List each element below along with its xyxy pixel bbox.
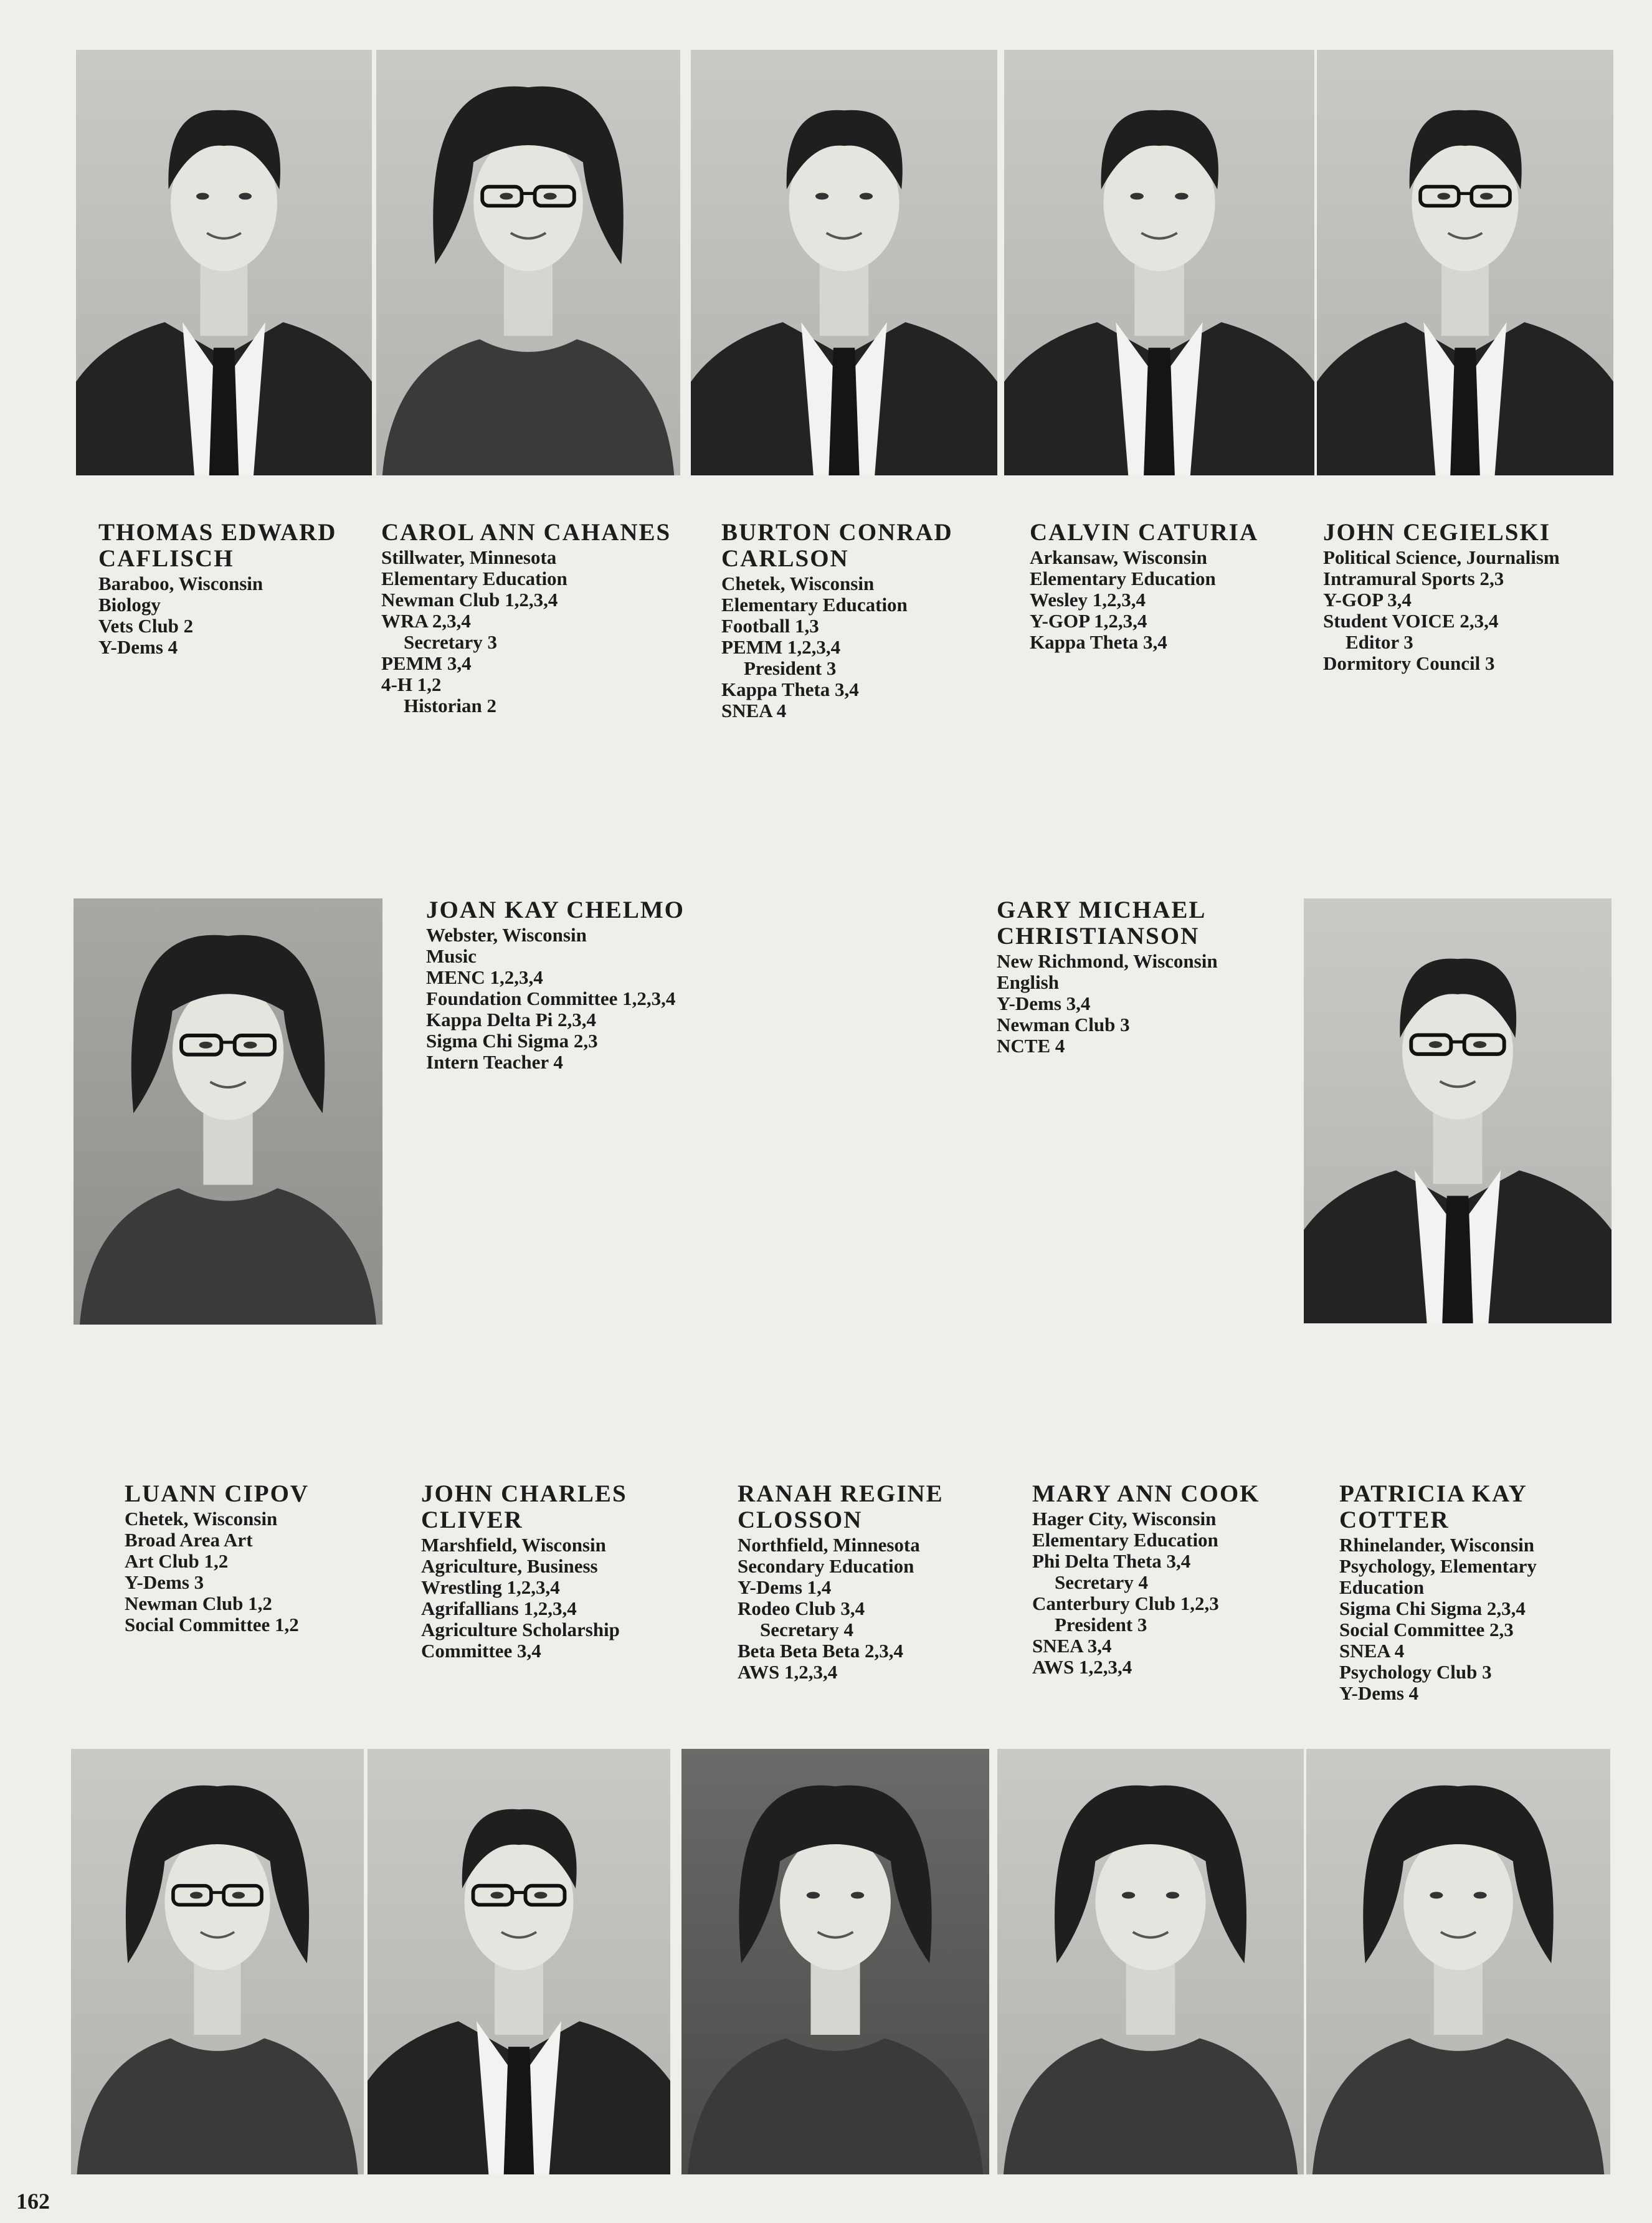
bio-line: Chetek, Wisconsin	[721, 573, 875, 594]
bio-line: Y-Dems 3	[125, 1571, 204, 1593]
student-name-line: RANAH REGINE	[738, 1480, 944, 1507]
bio-line: Elementary Education	[1030, 568, 1216, 589]
student-photo	[1004, 50, 1314, 475]
student-photo	[1306, 1749, 1610, 2174]
bio-line: President 3	[1055, 1614, 1147, 1635]
student-name-line: GARY MICHAEL	[997, 897, 1207, 923]
student-name	[421, 1481, 627, 1533]
bio-line: Marshfield, Wisconsin	[421, 1534, 606, 1556]
bio-line: Wesley 1,2,3,4	[1030, 589, 1146, 611]
student-bio	[421, 1481, 627, 1662]
bio-line: Y-Dems 3,4	[997, 992, 1091, 1014]
bio-line: Vets Club 2	[98, 615, 194, 637]
student-name	[1339, 1481, 1537, 1533]
bio-line: Agriculture Scholarship	[421, 1619, 620, 1640]
student-bio	[738, 1481, 944, 1683]
bio-line: Stillwater, Minnesota	[381, 546, 557, 568]
student-bio	[1032, 1481, 1260, 1678]
student-name-line: CAFLISCH	[98, 545, 234, 572]
bio-line: Y-GOP 1,2,3,4	[1030, 610, 1147, 632]
bio-line: Intramural Sports 2,3	[1323, 568, 1504, 589]
student-name-line: BURTON CONRAD	[721, 519, 953, 546]
bio-line: Kappa Theta 3,4	[721, 678, 859, 700]
bio-line: PEMM 1,2,3,4	[721, 636, 841, 658]
bio-line: Dormitory Council 3	[1323, 652, 1495, 674]
student-name	[125, 1481, 309, 1507]
bio-line: Secretary 4	[760, 1619, 854, 1640]
bio-line: Arkansaw, Wisconsin	[1030, 546, 1207, 568]
bio-line: Music	[426, 945, 477, 967]
bio-line: SNEA 4	[1339, 1640, 1405, 1662]
student-photo	[376, 50, 680, 475]
bio-line: Phi Delta Theta 3,4	[1032, 1550, 1191, 1572]
bio-line: New Richmond, Wisconsin	[997, 950, 1218, 972]
bio-line: Baraboo, Wisconsin	[98, 573, 263, 594]
bio-line: Political Science, Journalism	[1323, 546, 1560, 568]
student-name-line: CAROL ANN CAHANES	[381, 519, 672, 546]
student-name	[426, 897, 685, 923]
bio-line: Biology	[98, 594, 161, 616]
bio-line: Secretary 3	[404, 631, 498, 653]
bio-line: Northfield, Minnesota	[738, 1534, 920, 1556]
bio-line: Beta Beta Beta 2,3,4	[738, 1640, 904, 1662]
bio-line: Newman Club 1,2	[125, 1592, 272, 1614]
bio-line: SNEA 4	[721, 700, 787, 721]
bio-line: Art Club 1,2	[125, 1550, 229, 1572]
bio-line: President 3	[744, 657, 837, 679]
student-name-line: CHRISTIANSON	[997, 923, 1200, 950]
student-name-line: CLIVER	[421, 1507, 523, 1533]
student-name	[1032, 1481, 1260, 1507]
student-name-line: MARY ANN COOK	[1032, 1480, 1260, 1507]
bio-line: Newman Club 3	[997, 1014, 1130, 1035]
bio-line: SNEA 3,4	[1032, 1635, 1112, 1657]
bio-line: MENC 1,2,3,4	[426, 966, 543, 988]
bio-line: Y-Dems 4	[98, 636, 178, 658]
bio-line: Broad Area Art	[125, 1529, 253, 1551]
bio-line: AWS 1,2,3,4	[738, 1661, 838, 1683]
student-name	[1323, 520, 1560, 546]
student-bio	[721, 520, 953, 721]
student-photo	[691, 50, 997, 475]
student-photo	[76, 50, 372, 475]
student-bio	[1030, 520, 1258, 653]
student-name-line: JOHN CEGIELSKI	[1323, 519, 1551, 546]
bio-line: PEMM 3,4	[381, 652, 472, 674]
student-name	[997, 897, 1218, 950]
student-name-line: PATRICIA KAY	[1339, 1480, 1527, 1507]
student-bio	[1339, 1481, 1537, 1704]
bio-line: Agrifallians 1,2,3,4	[421, 1597, 577, 1619]
bio-line: Rhinelander, Wisconsin	[1339, 1534, 1534, 1556]
student-photo	[1304, 898, 1612, 1323]
bio-line: Y-GOP 3,4	[1323, 589, 1412, 611]
student-bio	[426, 897, 685, 1073]
bio-line: English	[997, 971, 1059, 993]
student-name-line: CLOSSON	[738, 1507, 863, 1533]
bio-line: Agriculture, Business	[421, 1555, 598, 1577]
bio-line: Social Committee 2,3	[1339, 1619, 1514, 1640]
bio-line: Sigma Chi Sigma 2,3,4	[1339, 1597, 1526, 1619]
student-name-line: THOMAS EDWARD	[98, 519, 337, 546]
student-name	[381, 520, 671, 546]
bio-line: Canterbury Club 1,2,3	[1032, 1592, 1219, 1614]
bio-line: Committee 3,4	[421, 1640, 541, 1662]
student-photo	[1317, 50, 1613, 475]
bio-line: Historian 2	[404, 695, 496, 716]
bio-line: Rodeo Club 3,4	[738, 1597, 865, 1619]
student-photo	[681, 1749, 989, 2174]
bio-line: Kappa Delta Pi 2,3,4	[426, 1009, 596, 1031]
student-name-line: JOAN KAY CHELMO	[426, 897, 685, 923]
page-number: 162	[16, 2189, 50, 2214]
student-bio	[381, 520, 671, 716]
student-name-line: JOHN CHARLES	[421, 1480, 627, 1507]
student-name	[98, 520, 336, 572]
bio-line: Student VOICE 2,3,4	[1323, 610, 1499, 632]
bio-line: WRA 2,3,4	[381, 610, 471, 632]
student-name	[1030, 520, 1258, 546]
bio-line: Education	[1339, 1576, 1425, 1598]
student-bio	[1323, 520, 1560, 674]
student-name-line: CALVIN CATURIA	[1030, 519, 1259, 546]
bio-line: Social Committee 1,2	[125, 1614, 299, 1635]
bio-line: Wrestling 1,2,3,4	[421, 1576, 560, 1598]
bio-line: AWS 1,2,3,4	[1032, 1656, 1132, 1678]
bio-line: Editor 3	[1346, 631, 1413, 653]
bio-line: Psychology Club 3	[1339, 1661, 1492, 1683]
student-name	[721, 520, 953, 572]
student-bio	[997, 897, 1218, 1057]
student-bio	[98, 520, 336, 658]
bio-line: Elementary Education	[1032, 1529, 1218, 1551]
bio-line: Football 1,3	[721, 615, 819, 637]
bio-line: Elementary Education	[381, 568, 567, 589]
student-name-line: CARLSON	[721, 545, 849, 572]
student-bio	[125, 1481, 309, 1635]
bio-line: Webster, Wisconsin	[426, 924, 587, 946]
bio-line: Kappa Theta 3,4	[1030, 631, 1167, 653]
bio-line: Elementary Education	[721, 594, 908, 616]
bio-line: Sigma Chi Sigma 2,3	[426, 1030, 598, 1052]
student-name-line: COTTER	[1339, 1507, 1450, 1533]
bio-line: Y-Dems 4	[1339, 1682, 1419, 1704]
student-photo	[997, 1749, 1304, 2174]
student-photo	[71, 1749, 364, 2174]
bio-line: Chetek, Wisconsin	[125, 1508, 278, 1530]
bio-line: Secretary 4	[1055, 1571, 1149, 1593]
bio-line: Hager City, Wisconsin	[1032, 1508, 1217, 1530]
bio-line: Psychology, Elementary	[1339, 1555, 1537, 1577]
student-name-line: LUANN CIPOV	[125, 1480, 310, 1507]
student-photo	[368, 1749, 670, 2174]
bio-line: Intern Teacher 4	[426, 1051, 563, 1073]
bio-line: Secondary Education	[738, 1555, 914, 1577]
bio-line: 4-H 1,2	[381, 674, 442, 695]
bio-line: Y-Dems 1,4	[738, 1576, 832, 1598]
student-photo	[74, 898, 382, 1325]
bio-line: Foundation Committee 1,2,3,4	[426, 988, 676, 1009]
bio-line: NCTE 4	[997, 1035, 1065, 1057]
student-name	[738, 1481, 944, 1533]
bio-line: Newman Club 1,2,3,4	[381, 589, 558, 611]
